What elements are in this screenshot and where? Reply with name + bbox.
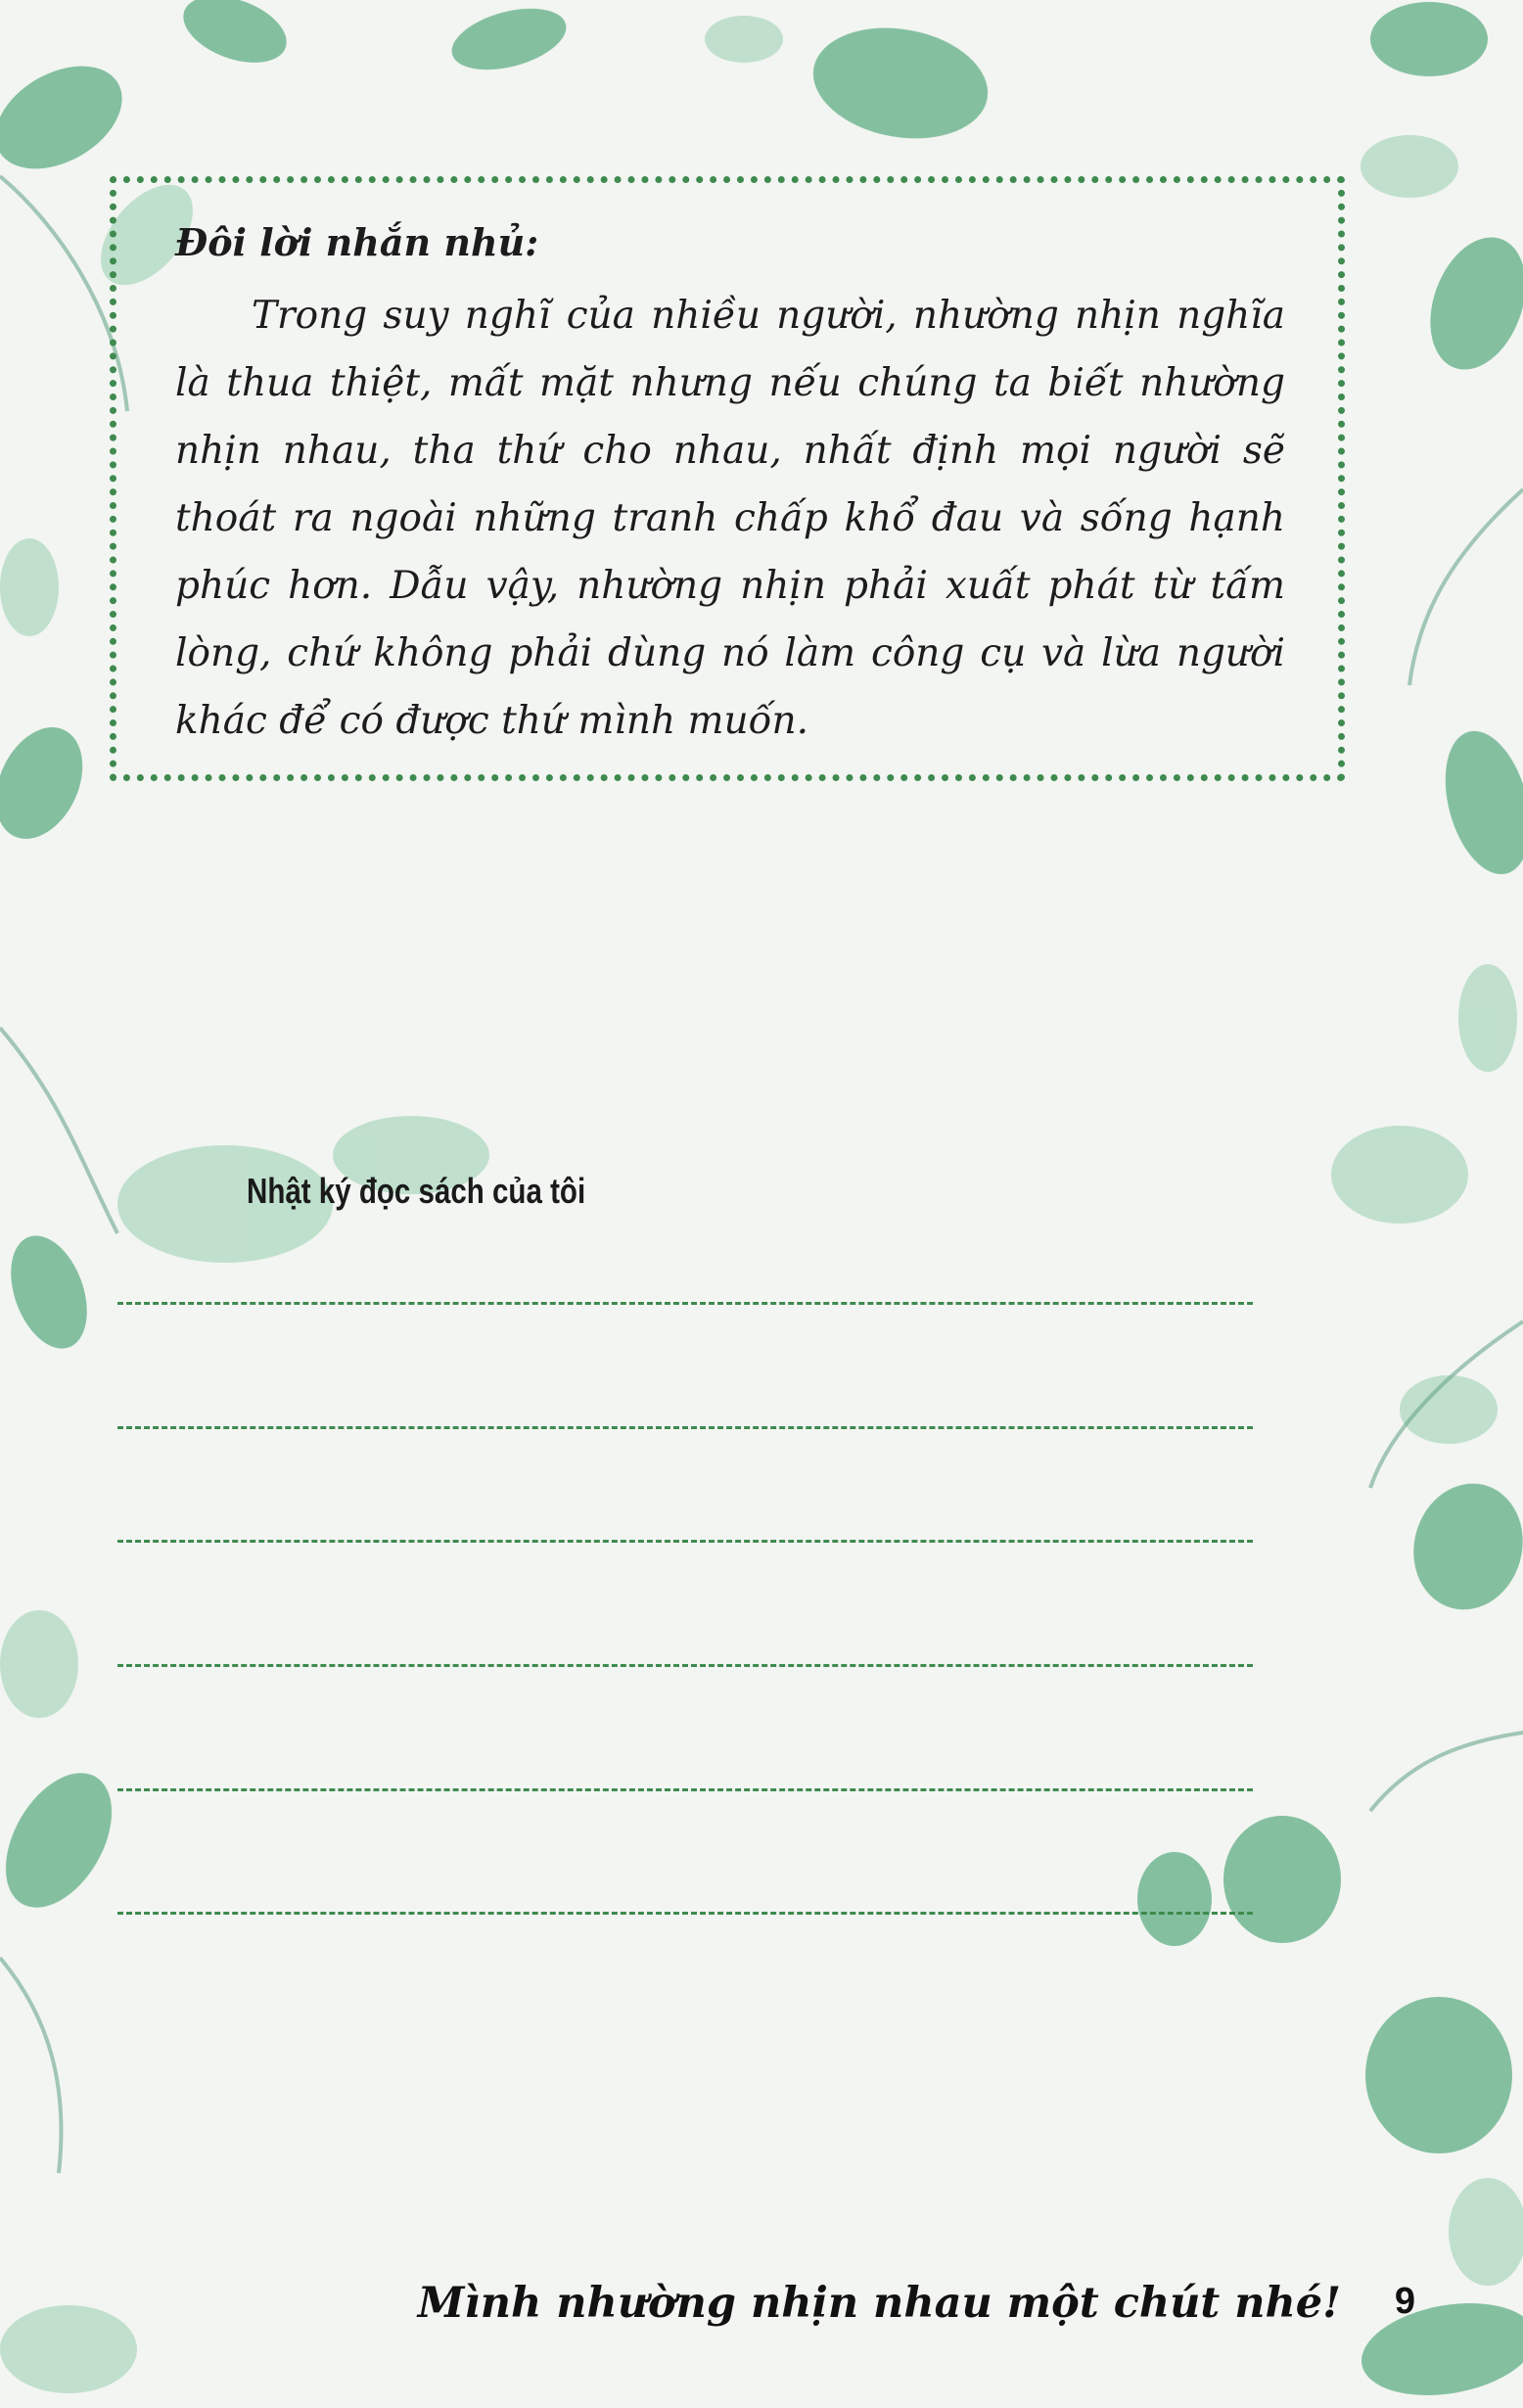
writing-line bbox=[117, 1302, 1253, 1305]
writing-line bbox=[117, 1912, 1253, 1915]
writing-line bbox=[117, 1664, 1253, 1667]
writing-line bbox=[117, 1426, 1253, 1429]
diary-title: Nhật ký đọc sách của tôi bbox=[247, 1171, 586, 1211]
writing-line bbox=[117, 1788, 1253, 1791]
note-body: Trong suy nghĩ của nhiều người, nhường nhịn nghĩa là thua thiệt, mất mặt nhưng nếu chúng ta biết nhường nhịn nhau, tha thứ cho nhau, nhất định mọi người sẽ thoát ra ngoài những tranh chấp khổ đau và sống hạnh phúc hơn. Dẫu vậy, nhường nhịn phải xuất phát từ tấm lòng, chứ không phải dùng nó làm công cụ và lừa người khác để có được thứ mình muốn. bbox=[175, 294, 1285, 743]
note-box bbox=[110, 176, 1345, 781]
writing-line bbox=[117, 1540, 1253, 1543]
note-title: Đôi lời nhắn nhủ: bbox=[175, 220, 539, 264]
page-number: 9 bbox=[1394, 2281, 1415, 2322]
running-footer-title: Mình nhường nhịn nhau một chút nhé! bbox=[417, 2279, 1341, 2328]
